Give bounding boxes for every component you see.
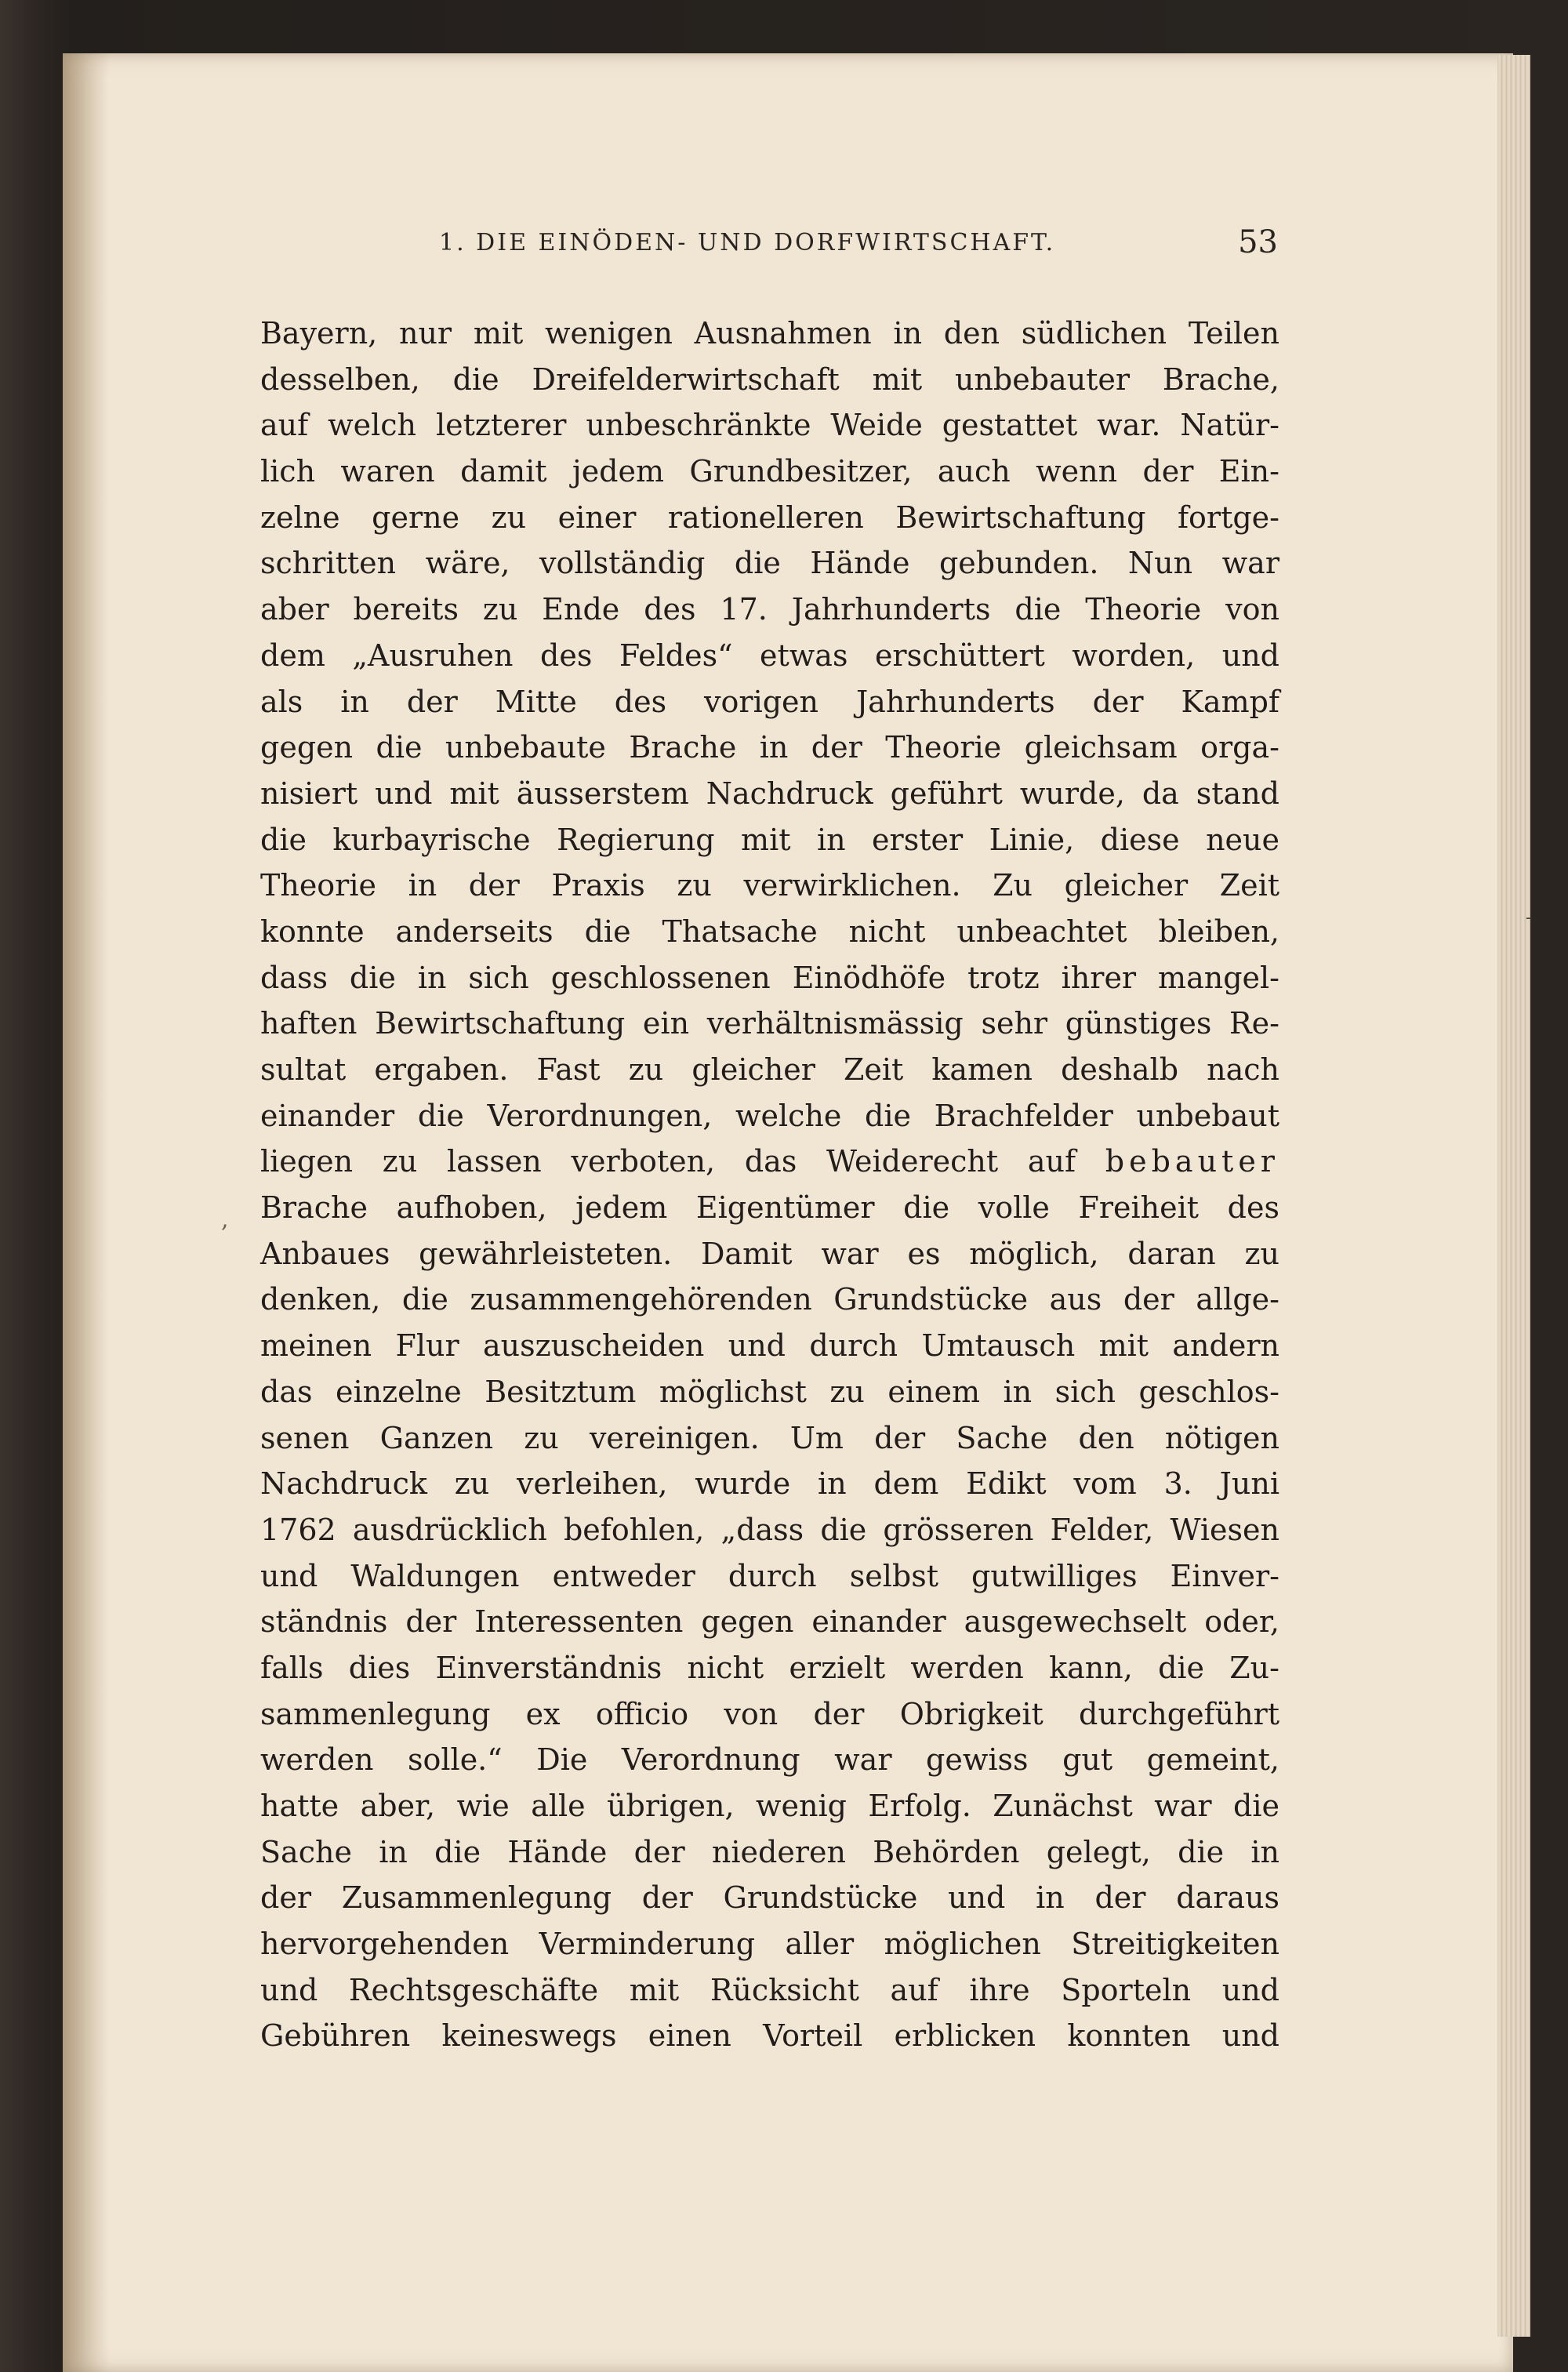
text-line: hervorgehenden Verminderung aller möglichen Streitigkeiten (260, 1927, 1279, 1962)
text-line: lich waren damit jedem Grundbesitzer, auch wenn der Ein- (260, 454, 1279, 489)
chapter-title: 1. DIE EINÖDEN- UND DORFWIRTSCHAFT. (439, 229, 1056, 256)
text-line: denken, die zusammengehörenden Grundstücke aus der allge- (260, 1282, 1279, 1317)
text-line: werden solle.“ Die Verordnung war gewiss gut gemeint, (260, 1742, 1279, 1778)
text-line-start: liegen zu lassen verboten, das Weiderecht auf (260, 1144, 1076, 1179)
text-line: der Zusammenlegung der Grundstücke und in der daraus (260, 1880, 1279, 1916)
edge-tick-mark: - (1526, 908, 1532, 928)
text-line: zelne gerne zu einer rationelleren Bewirtschaftung fortge- (260, 499, 1279, 535)
text-line: auf welch letzterer unbeschränkte Weide gestattet war. Natür- (260, 408, 1279, 443)
text-line: die kurbayrische Regierung mit in erster Linie, diese neue (260, 822, 1279, 857)
text-line-with-emphasis (260, 1139, 1279, 1185)
text-line: Sache in die Hände der niederen Behörden gelegt, die in (260, 1834, 1279, 1869)
text-line: schritten wäre, vollständig die Hände gebunden. Nun war (260, 546, 1279, 581)
body-text (260, 311, 1279, 2059)
text-line: Brache aufhoben, jedem Eigentümer die volle Freiheit des (260, 1190, 1279, 1226)
text-line: senen Ganzen zu vereinigen. Um der Sache den nötigen (260, 1420, 1279, 1455)
text-line: sammenlegung ex officio von der Obrigkeit durchgeführt (260, 1696, 1279, 1731)
text-line: hatte aber, wie alle übrigen, wenig Erfolg. Zunächst war die (260, 1789, 1279, 1823)
text-line: dass die in sich geschlossenen Einödhöfe trotz ihrer mangel- (260, 960, 1279, 995)
text-line: Bayern, nur mit wenigen Ausnahmen in den südlichen Teilen (260, 316, 1279, 351)
text-line: sultat ergaben. Fast zu gleicher Zeit kamen deshalb nach (260, 1052, 1279, 1087)
text-line: desselben, die Dreifelderwirtschaft mit unbebauter Brache, (260, 361, 1279, 397)
running-head (259, 224, 1278, 276)
text-line: nisiert und mit äusserstem Nachdruck geführt wurde, da stand (260, 776, 1279, 811)
text-line: gegen die unbebaute Brache in der Theorie gleichsam orga- (260, 730, 1279, 765)
text-line: dem „Ausruhen des Feldes“ etwas erschüttert worden, und (260, 637, 1279, 673)
text-line: konnte anderseits die Thatsache nicht unbeachtet bleiben, (260, 914, 1279, 949)
page-number: 53 (1238, 224, 1278, 260)
text-line: Theorie in der Praxis zu verwirklichen. Zu gleicher Zeit (260, 868, 1279, 903)
text-line: aber bereits zu Ende des 17. Jahrhunderts die Theorie von (260, 592, 1279, 627)
spaced-emphasis-word: bebauter (1105, 1144, 1279, 1179)
text-line: 1762 ausdrücklich befohlen, „dass die grösseren Felder, Wiesen (260, 1512, 1279, 1547)
text-line: und Rechtsgeschäfte mit Rücksicht auf ihre Sporteln und (260, 1972, 1279, 2007)
text-line: Nachdruck zu verleihen, wurde in dem Edikt vom 3. Juni (260, 1466, 1279, 1502)
text-line: das einzelne Besitztum möglichst zu einem in sich geschlos- (260, 1374, 1279, 1409)
text-line: einander die Verordnungen, welche die Brachfelder unbebaut (260, 1098, 1279, 1133)
gutter-shadow (63, 53, 110, 2372)
text-line: als in der Mitte des vorigen Jahrhunderts der Kampf (260, 684, 1279, 719)
text-line: falls dies Einverständnis nicht erzielt werden kann, die Zu- (260, 1650, 1279, 1685)
text-line: Anbaues gewährleisteten. Damit war es möglich, daran zu (260, 1236, 1279, 1271)
text-line: und Waldungen entweder durch selbst gutwilliges Einver- (260, 1558, 1279, 1593)
text-line: meinen Flur auszuscheiden und durch Umtausch mit andern (260, 1328, 1279, 1364)
page-edges (1497, 55, 1530, 2337)
text-line: Gebühren keineswegs einen Vorteil erblicken konnten und (260, 2018, 1279, 2054)
text-line: ständnis der Interessenten gegen einander ausgewechselt oder, (260, 1604, 1279, 1640)
text-line: haften Bewirtschaftung ein verhältnismässig sehr günstiges Re- (260, 1006, 1279, 1041)
margin-pencil-mark: , (221, 1206, 229, 1233)
